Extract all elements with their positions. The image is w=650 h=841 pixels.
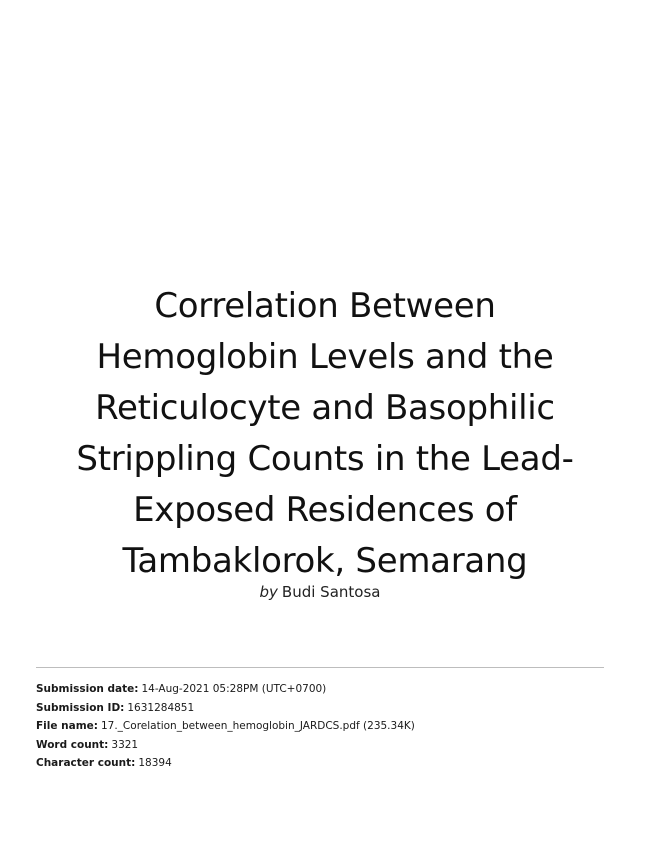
- byline: [0, 581, 640, 603]
- word-count-row: [36, 736, 606, 755]
- title-line: Hemoglobin Levels and the: [96, 337, 554, 377]
- title-line: Strippling Counts in the Lead-: [76, 439, 574, 479]
- submission-info: [36, 680, 606, 773]
- submission-date-label: Submission date:: [36, 683, 139, 695]
- file-name-label: File name:: [36, 720, 98, 732]
- divider: [36, 667, 604, 668]
- character-count-row: [36, 754, 606, 773]
- submission-date-row: [36, 680, 606, 699]
- submission-id-row: [36, 699, 606, 718]
- character-count-value: 18394: [138, 757, 172, 769]
- byline-prefix: by: [259, 583, 278, 601]
- title-line: Reticulocyte and Basophilic: [95, 388, 555, 428]
- submission-id-label: Submission ID:: [36, 701, 125, 714]
- document-title: [40, 281, 610, 587]
- word-count-label: Word count:: [36, 738, 109, 751]
- submission-id-value: 1631284851: [127, 701, 195, 714]
- title-line: Tambaklorok, Semarang: [122, 541, 528, 581]
- file-name-value: 17._Corelation_between_hemoglobin_JARDCS.pdf (235.34K): [100, 720, 415, 732]
- title-line: Correlation Between: [154, 286, 496, 326]
- word-count-value: 3321: [111, 738, 139, 751]
- file-name-row: [36, 717, 606, 736]
- submission-date-value: 14-Aug-2021 05:28PM (UTC+0700): [141, 683, 327, 695]
- author-name: Budi Santosa: [281, 583, 381, 601]
- character-count-label: Character count:: [36, 757, 136, 769]
- title-line: Exposed Residences of: [133, 490, 517, 530]
